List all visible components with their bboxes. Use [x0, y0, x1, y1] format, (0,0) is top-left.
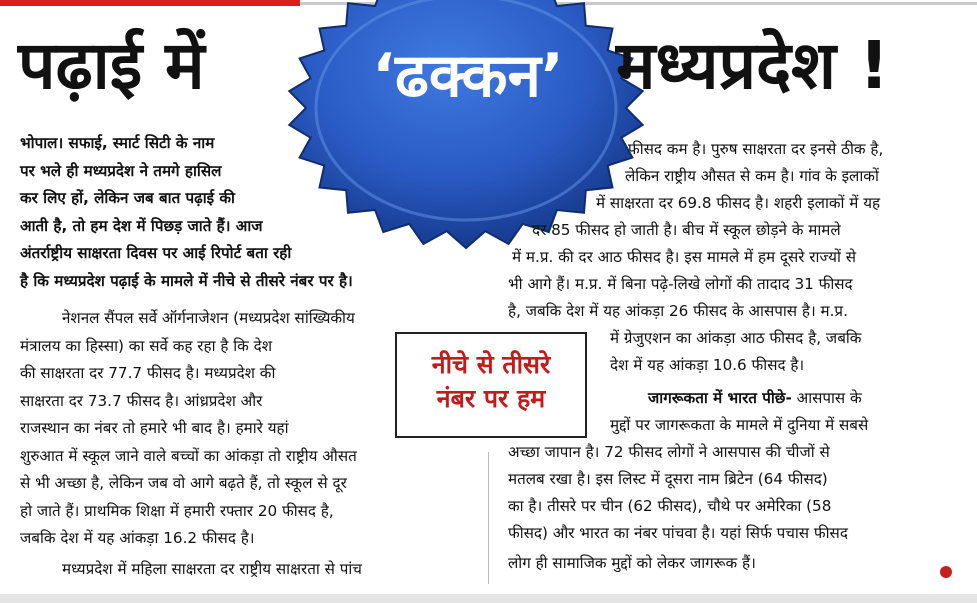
bottom-band: [0, 594, 977, 603]
intro-line-1: भोपाल। सफाई, स्मार्ट सिटी के नाम: [20, 134, 215, 152]
intro-line-5: अंतर्राष्ट्रीय साक्षरता दिवस पर आई रिपोर्ट बता रही: [20, 244, 292, 262]
right-body-line-6: भी आगे हैं। म.प्र. में बिना पढ़े-लिखे लोगों की तादाद 31 फीसद: [508, 275, 853, 293]
headline-right: मध्यप्रदेश !: [616, 27, 890, 104]
right-sub-body-line-5: फीसद) और भारत का नंबर पांचवा है। यहां सिर्फ पचास फीसद: [508, 524, 848, 542]
headline-left: पढ़ाई में: [18, 27, 205, 104]
callout-box: [395, 332, 587, 438]
intro-line-2: पर भले ही मध्यप्रदेश ने तमगे हासिल: [20, 161, 222, 180]
column-divider: [488, 452, 489, 584]
left-body-line-1: नेशनल सैंपल सर्वे ऑर्गनाजेशन (मध्यप्रदेश सांख्यिकीय: [62, 309, 355, 327]
callout-line-2: नंबर पर हम: [436, 384, 546, 413]
right-sub-body-line-6: लोग ही सामाजिक मुद्दों को लेकर जागरूक हैं।: [508, 554, 756, 572]
right-body-line-9: देश में यह आंकड़ा 10.6 फीसद है।: [610, 356, 805, 374]
right-subhead-line: [648, 385, 862, 413]
left-body-line-4: साक्षरता दर 73.7 फीसद है। आंध्रप्रदेश और: [20, 391, 263, 410]
right-subhead-rest: आसपास के: [796, 389, 862, 407]
right-sub-body-line-1: मुद्दों पर जागरूकता के मामले में दुनिया में सबसे: [610, 416, 869, 434]
intro-line-6: है कि मध्यप्रदेश पढ़ाई के मामले में नीचे से तीसरे नंबर पर है।: [20, 271, 353, 290]
top-rule-red: [0, 0, 300, 6]
right-subhead: जागरूकता में भारत पीछे-: [648, 389, 792, 407]
callout-line-1: नीचे से तीसरे: [431, 350, 551, 379]
left-body-line-3: की साक्षरता दर 77.7 फीसद है। मध्यप्रदेश की: [20, 364, 276, 382]
intro-line-3: कर लिए हों, लेकिन जब बात पढ़ाई की: [20, 189, 235, 207]
left-body-line-9: जबकि देश में यह आंकड़ा 16.2 फीसद है।: [20, 529, 255, 547]
headline-cap-word: ‘ढक्कन’: [372, 41, 564, 111]
right-body-line-4: दर 85 फीसद हो जाती है। बीच में स्कूल छोड़ने के मामले: [532, 221, 841, 239]
left-body-line-6: शुरुआत में स्कूल जाने वाले बच्चों का आंकड़ा तो राष्ट्रीय औसत: [20, 446, 357, 465]
left-body-line-2: मंत्रालय का हिस्सा) का सर्वे कह रहा है कि देश: [20, 336, 273, 355]
right-body-line-2: लेकिन राष्ट्रीय औसत से कम है। गांव के इलाकों: [625, 167, 879, 185]
left-body-line-10: मध्यप्रदेश में महिला साक्षरता दर राष्ट्रीय साक्षरता से पांच: [62, 560, 362, 578]
right-body-line-1: फीसद कम है। पुरुष साक्षरता दर इनसे ठीक है,: [628, 140, 884, 158]
right-sub-body-line-2: अच्छा जापान है। 72 फीसद लोगों ने आसपास की चीजों से: [508, 443, 830, 461]
right-body-line-3: में साक्षरता दर 69.8 फीसद है। शहरी इलाकों में यह: [596, 194, 881, 212]
right-sub-body-line-3: मतलब रखा है। इस लिस्ट में दूसरा नाम ब्रिटेन (64 फीसद): [508, 470, 828, 488]
end-mark-dot-icon: [940, 566, 952, 578]
right-body-line-5: में म.प्र. की दर आठ फीसद है। इस मामले में हम दूसरे राज्यों से: [512, 248, 856, 266]
left-body-line-7: से भी अच्छा है, लेकिन जब वो आगे बढ़ते हैं, तो स्कूल से दूर: [20, 474, 347, 492]
left-body-line-5: राजस्थान का नंबर तो हमारे भी बाद है। हमारे यहां: [20, 419, 289, 437]
right-body-line-7: है, जबकि देश में यह आंकड़ा 26 फीसद के आसपास है। म.प्र.: [508, 302, 848, 320]
left-body-line-8: हो जाते हैं। प्राथमिक शिक्षा में हमारी रफ्तार 20 फीसद है,: [20, 501, 334, 520]
intro-line-4: आती है, तो हम देश में पिछड़ जाते हैं। आज: [20, 216, 263, 235]
right-body-line-8: में ग्रेजुएशन का आंकड़ा आठ फीसद है, जबकि: [610, 329, 862, 347]
right-sub-body-line-4: का है। तीसरे पर चीन (62 फीसद), चौथे पर अमेरिका (58: [508, 497, 832, 515]
